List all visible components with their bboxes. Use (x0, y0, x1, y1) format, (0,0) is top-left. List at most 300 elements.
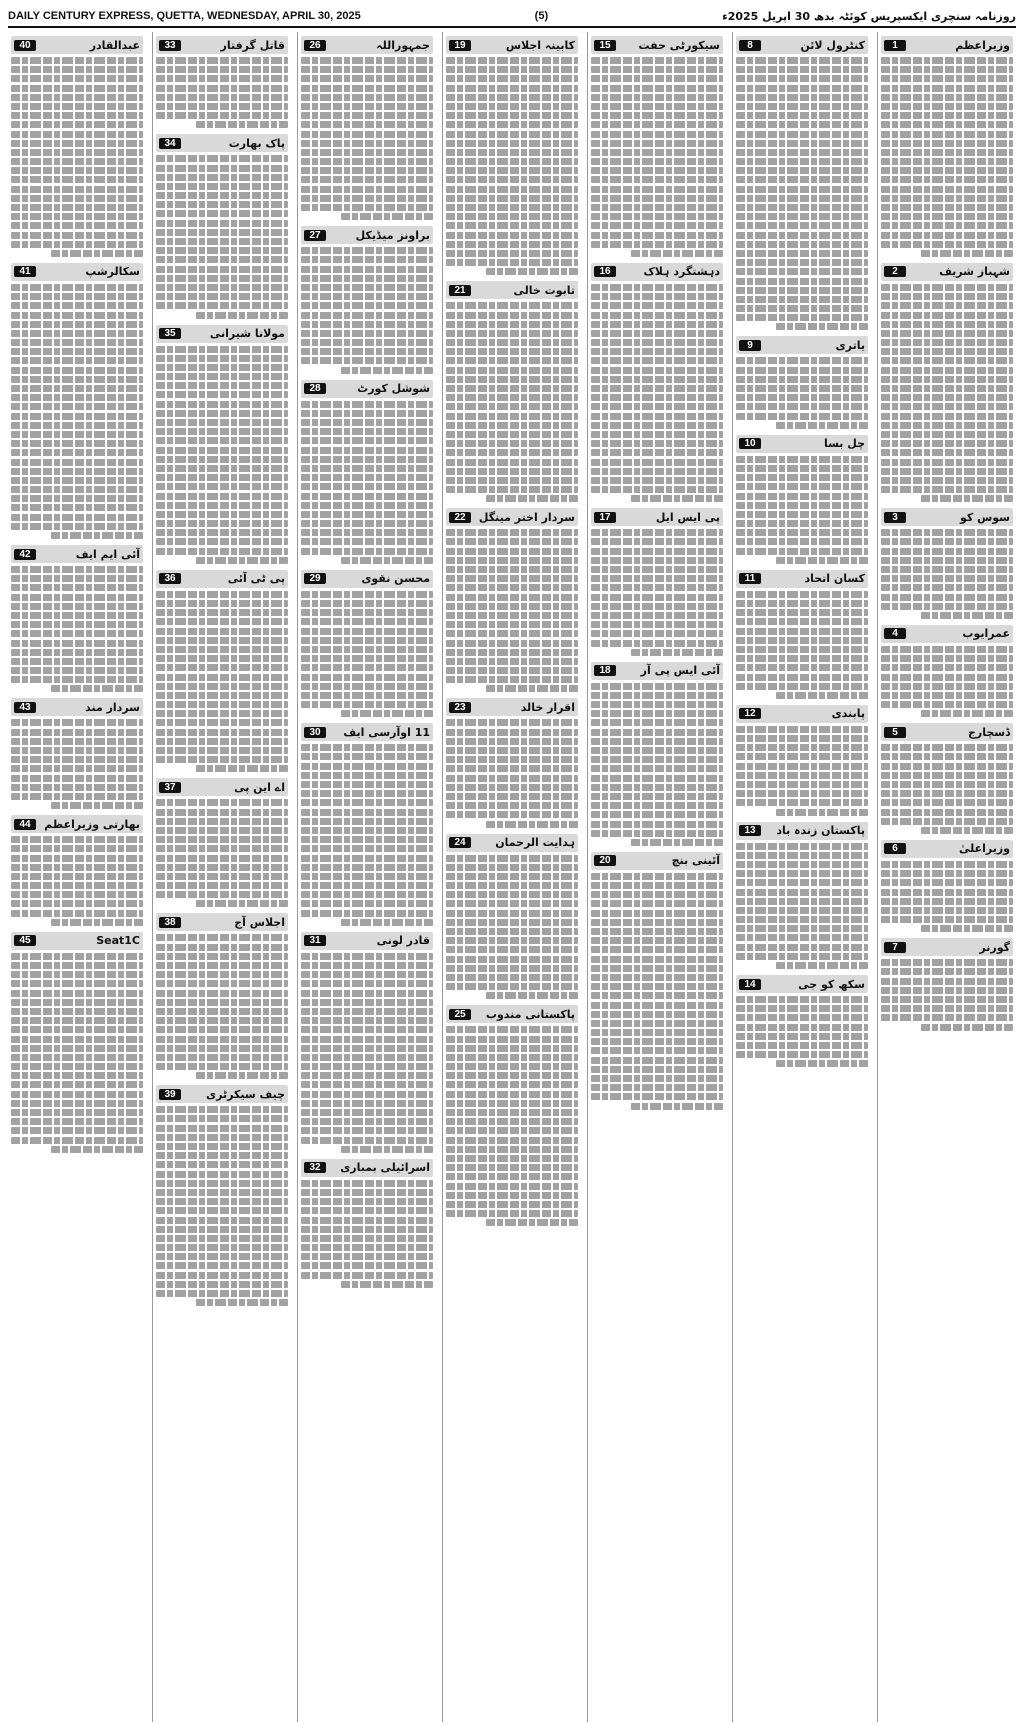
text-line (446, 112, 578, 119)
text-line (11, 112, 143, 119)
news-column (732, 32, 871, 1722)
text-line (446, 765, 578, 772)
article-body-text (736, 996, 868, 1067)
article-body-text (736, 357, 868, 428)
text-line (301, 609, 433, 616)
text-line (446, 937, 578, 944)
text-line (591, 330, 723, 337)
text-line (591, 983, 723, 990)
article-title: قاتل گرفتار (220, 38, 285, 52)
text-line (156, 346, 288, 353)
news-article (736, 336, 868, 428)
text-line (301, 75, 433, 82)
text-line (736, 112, 868, 119)
news-article (11, 36, 143, 257)
text-line (881, 548, 1013, 555)
article-number: 13 (739, 825, 761, 836)
text-line (156, 373, 288, 380)
text-line (631, 839, 723, 846)
article-number: 16 (594, 266, 616, 277)
text-line (591, 486, 723, 493)
text-line (591, 811, 723, 818)
text-line (341, 1146, 433, 1153)
text-line (156, 456, 288, 463)
text-line (11, 953, 143, 960)
text-line (11, 121, 143, 128)
text-line (736, 85, 868, 92)
text-line (446, 1192, 578, 1199)
text-line (156, 355, 288, 362)
text-line (301, 999, 433, 1006)
article-body-text (881, 861, 1013, 932)
article-title: بھارتی وزیراعظم (44, 817, 140, 831)
text-line (301, 66, 433, 73)
text-line (736, 57, 868, 64)
text-line (486, 268, 578, 275)
text-line (446, 1054, 578, 1061)
text-line (11, 204, 143, 211)
text-line (881, 140, 1013, 147)
text-line (736, 474, 868, 481)
text-line (736, 1014, 868, 1021)
news-article (11, 263, 143, 539)
article-number: 10 (739, 438, 761, 449)
article-title: براونز میڈیکل (355, 228, 430, 242)
text-line (301, 339, 433, 346)
article-heading (156, 134, 288, 152)
text-line (156, 1189, 288, 1196)
text-line (881, 646, 1013, 653)
text-line (881, 431, 1013, 438)
text-line (156, 799, 288, 806)
text-line (301, 410, 433, 417)
text-line (591, 710, 723, 717)
text-line (156, 756, 288, 763)
text-line (301, 149, 433, 156)
text-line (446, 1091, 578, 1098)
text-line (446, 1210, 578, 1217)
text-line (156, 419, 288, 426)
text-line (156, 103, 288, 110)
text-line (446, 612, 578, 619)
text-line (736, 889, 868, 896)
text-line (736, 637, 868, 644)
article-number: 21 (449, 285, 471, 296)
text-line (736, 529, 868, 536)
text-line (156, 1152, 288, 1159)
text-line (301, 1207, 433, 1214)
text-line (736, 898, 868, 905)
text-line (446, 330, 578, 337)
text-line (736, 744, 868, 751)
text-line (446, 486, 578, 493)
text-line (446, 1100, 578, 1107)
news-article (156, 913, 288, 1079)
news-article (446, 508, 578, 692)
text-line (591, 640, 723, 647)
text-line (591, 1093, 723, 1100)
text-line (591, 802, 723, 809)
text-line (881, 799, 1013, 806)
text-line (156, 1180, 288, 1187)
text-line (11, 195, 143, 202)
text-line (196, 765, 288, 772)
text-line (881, 996, 1013, 1003)
article-heading (881, 723, 1013, 741)
text-line (301, 121, 433, 128)
news-column (877, 32, 1016, 1722)
text-line (301, 1262, 433, 1269)
text-line (196, 557, 288, 564)
article-heading (591, 36, 723, 54)
text-line (11, 775, 143, 782)
article-title: یاتری (835, 338, 865, 352)
text-line (301, 836, 433, 843)
article-body-text (736, 843, 868, 969)
text-line (301, 990, 433, 997)
text-line (446, 1081, 578, 1088)
text-line (736, 925, 868, 932)
text-line (446, 131, 578, 138)
text-line (301, 94, 433, 101)
text-line (301, 312, 433, 319)
text-line (446, 873, 578, 880)
text-line (881, 85, 1013, 92)
text-line (446, 186, 578, 193)
text-line (881, 241, 1013, 248)
text-line (301, 456, 433, 463)
text-line (156, 57, 288, 64)
text-line (591, 621, 723, 628)
text-line (156, 1017, 288, 1024)
text-line (156, 747, 288, 754)
text-line (301, 763, 433, 770)
text-line (301, 1137, 433, 1144)
text-line (301, 790, 433, 797)
text-line (301, 520, 433, 527)
text-line (591, 222, 723, 229)
text-line (301, 131, 433, 138)
text-line (736, 753, 868, 760)
text-line (736, 140, 868, 147)
text-line (881, 763, 1013, 770)
text-line (301, 674, 433, 681)
text-line (591, 873, 723, 880)
article-body-text (301, 401, 433, 564)
text-line (736, 66, 868, 73)
text-line (301, 428, 433, 435)
text-line (591, 312, 723, 319)
text-line (881, 584, 1013, 591)
text-line (591, 121, 723, 128)
text-line (301, 266, 433, 273)
article-body-text (736, 591, 868, 699)
text-line (446, 121, 578, 128)
text-line (921, 827, 1013, 834)
text-line (11, 486, 143, 493)
news-article (11, 545, 143, 692)
article-title: سردار مند (85, 700, 140, 714)
text-line (156, 1045, 288, 1052)
text-line (11, 719, 143, 726)
text-line (156, 882, 288, 889)
article-title: تابوت خالی (513, 283, 575, 297)
text-line (301, 548, 433, 555)
text-line (11, 385, 143, 392)
article-body-text (591, 683, 723, 846)
text-line (736, 953, 868, 960)
text-line (736, 204, 868, 211)
news-article (736, 570, 868, 699)
text-line (736, 314, 868, 321)
news-article (881, 625, 1013, 717)
text-line (11, 1063, 143, 1070)
article-number: 25 (449, 1009, 471, 1020)
text-line (156, 1235, 288, 1242)
article-body-text (881, 57, 1013, 257)
text-line (11, 566, 143, 573)
text-line (11, 413, 143, 420)
text-line (776, 809, 868, 816)
text-line (736, 385, 868, 392)
text-line (446, 149, 578, 156)
article-body-text (881, 646, 1013, 717)
text-line (446, 1146, 578, 1153)
text-line (11, 1045, 143, 1052)
text-line (156, 474, 288, 481)
news-article (11, 932, 143, 1153)
text-line (736, 674, 868, 681)
text-line (881, 987, 1013, 994)
article-body-text (881, 529, 1013, 619)
text-line (631, 250, 723, 257)
text-line (301, 953, 433, 960)
text-line (156, 683, 288, 690)
article-number: 33 (159, 40, 181, 51)
text-line (11, 621, 143, 628)
text-line (11, 431, 143, 438)
text-line (11, 422, 143, 429)
article-heading (736, 435, 868, 453)
text-line (591, 529, 723, 536)
text-line (156, 483, 288, 490)
text-line (156, 391, 288, 398)
text-line (156, 655, 288, 662)
text-line (301, 348, 433, 355)
text-line (446, 855, 578, 862)
text-line (11, 75, 143, 82)
text-line (196, 1299, 288, 1306)
text-line (736, 934, 868, 941)
article-body-text (156, 346, 288, 564)
text-line (591, 575, 723, 582)
text-line (736, 609, 868, 616)
text-line (446, 584, 578, 591)
text-line (736, 465, 868, 472)
text-line (591, 747, 723, 754)
article-number: 36 (159, 573, 181, 584)
text-line (591, 66, 723, 73)
text-line (736, 772, 868, 779)
text-line (446, 983, 578, 990)
text-line (301, 256, 433, 263)
text-line (446, 1063, 578, 1070)
article-body-text (156, 57, 288, 128)
text-line (446, 557, 578, 564)
text-line (591, 1084, 723, 1091)
text-line (11, 765, 143, 772)
text-line (921, 925, 1013, 932)
news-article (736, 822, 868, 969)
article-title: اے این پی (234, 780, 285, 794)
text-line (11, 584, 143, 591)
article-title: دہشتگرد ہلاک (643, 265, 720, 279)
news-article (301, 723, 433, 926)
text-line (11, 158, 143, 165)
text-line (591, 756, 723, 763)
article-title: گورنر (979, 940, 1010, 954)
text-line (11, 140, 143, 147)
news-article (736, 975, 868, 1067)
article-title: کابینہ اجلاس (505, 38, 575, 52)
text-line (591, 538, 723, 545)
text-line (301, 971, 433, 978)
text-line (11, 167, 143, 174)
text-line (881, 57, 1013, 64)
article-body-text (11, 57, 143, 257)
text-line (156, 1143, 288, 1150)
text-line (881, 809, 1013, 816)
text-line (631, 649, 723, 656)
article-body-text (446, 1026, 578, 1226)
text-line (736, 790, 868, 797)
text-line (591, 468, 723, 475)
text-line (156, 646, 288, 653)
text-line (301, 744, 433, 751)
text-line (156, 891, 288, 898)
text-line (196, 900, 288, 907)
text-line (736, 287, 868, 294)
article-heading (11, 545, 143, 563)
text-line (736, 1005, 868, 1012)
text-line (156, 275, 288, 282)
text-line (591, 213, 723, 220)
text-line (11, 1137, 143, 1144)
text-line (736, 241, 868, 248)
text-line (446, 357, 578, 364)
text-line (51, 250, 143, 257)
text-line (156, 980, 288, 987)
text-line (11, 738, 143, 745)
text-line (591, 738, 723, 745)
text-line (301, 646, 433, 653)
article-body-text (591, 529, 723, 655)
text-line (736, 1042, 868, 1049)
text-line (11, 990, 143, 997)
text-line (301, 538, 433, 545)
text-line (736, 94, 868, 101)
text-line (591, 765, 723, 772)
text-line (591, 683, 723, 690)
text-line (591, 891, 723, 898)
text-line (156, 529, 288, 536)
article-heading (11, 932, 143, 950)
article-body-text (446, 302, 578, 502)
text-line (301, 284, 433, 291)
text-line (301, 1100, 433, 1107)
text-line (446, 784, 578, 791)
text-line (156, 1063, 288, 1070)
text-line (446, 538, 578, 545)
text-line (736, 394, 868, 401)
text-line (446, 440, 578, 447)
article-body-text (301, 744, 433, 926)
text-line (446, 85, 578, 92)
article-heading (301, 723, 433, 741)
text-line (301, 772, 433, 779)
article-title: آئی ایس پی آر (640, 664, 720, 678)
news-article (156, 778, 288, 907)
article-title: پاک بھارت (228, 136, 285, 150)
text-line (736, 664, 868, 671)
text-line (156, 75, 288, 82)
text-line (591, 449, 723, 456)
news-article (736, 435, 868, 564)
text-line (301, 900, 433, 907)
text-line (881, 367, 1013, 374)
text-line (11, 459, 143, 466)
text-line (51, 802, 143, 809)
article-title: قادر لونی (376, 934, 430, 948)
text-line (11, 658, 143, 665)
text-line (446, 213, 578, 220)
text-line (591, 131, 723, 138)
article-number: 11 (739, 573, 761, 584)
text-line (881, 131, 1013, 138)
text-line (881, 486, 1013, 493)
text-line (301, 401, 433, 408)
text-line (881, 790, 1013, 797)
text-line (11, 729, 143, 736)
text-line (446, 649, 578, 656)
text-line (881, 94, 1013, 101)
article-body-text (301, 953, 433, 1153)
article-body-text (881, 744, 1013, 834)
news-article (591, 508, 723, 655)
article-number: 4 (884, 628, 906, 639)
text-line (446, 176, 578, 183)
text-line (156, 1217, 288, 1224)
article-title: اسرائیلی بمباری (340, 1161, 430, 1175)
text-line (11, 640, 143, 647)
text-line (11, 66, 143, 73)
news-article (446, 834, 578, 1000)
text-line (446, 394, 578, 401)
text-line (446, 910, 578, 917)
text-line (156, 511, 288, 518)
text-line (156, 999, 288, 1006)
text-line (881, 968, 1013, 975)
text-line (301, 753, 433, 760)
text-line (881, 385, 1013, 392)
text-line (156, 674, 288, 681)
article-heading (301, 1159, 433, 1177)
text-line (51, 1146, 143, 1153)
text-line (196, 1072, 288, 1079)
text-line (776, 962, 868, 969)
text-line (736, 591, 868, 598)
text-line (591, 167, 723, 174)
